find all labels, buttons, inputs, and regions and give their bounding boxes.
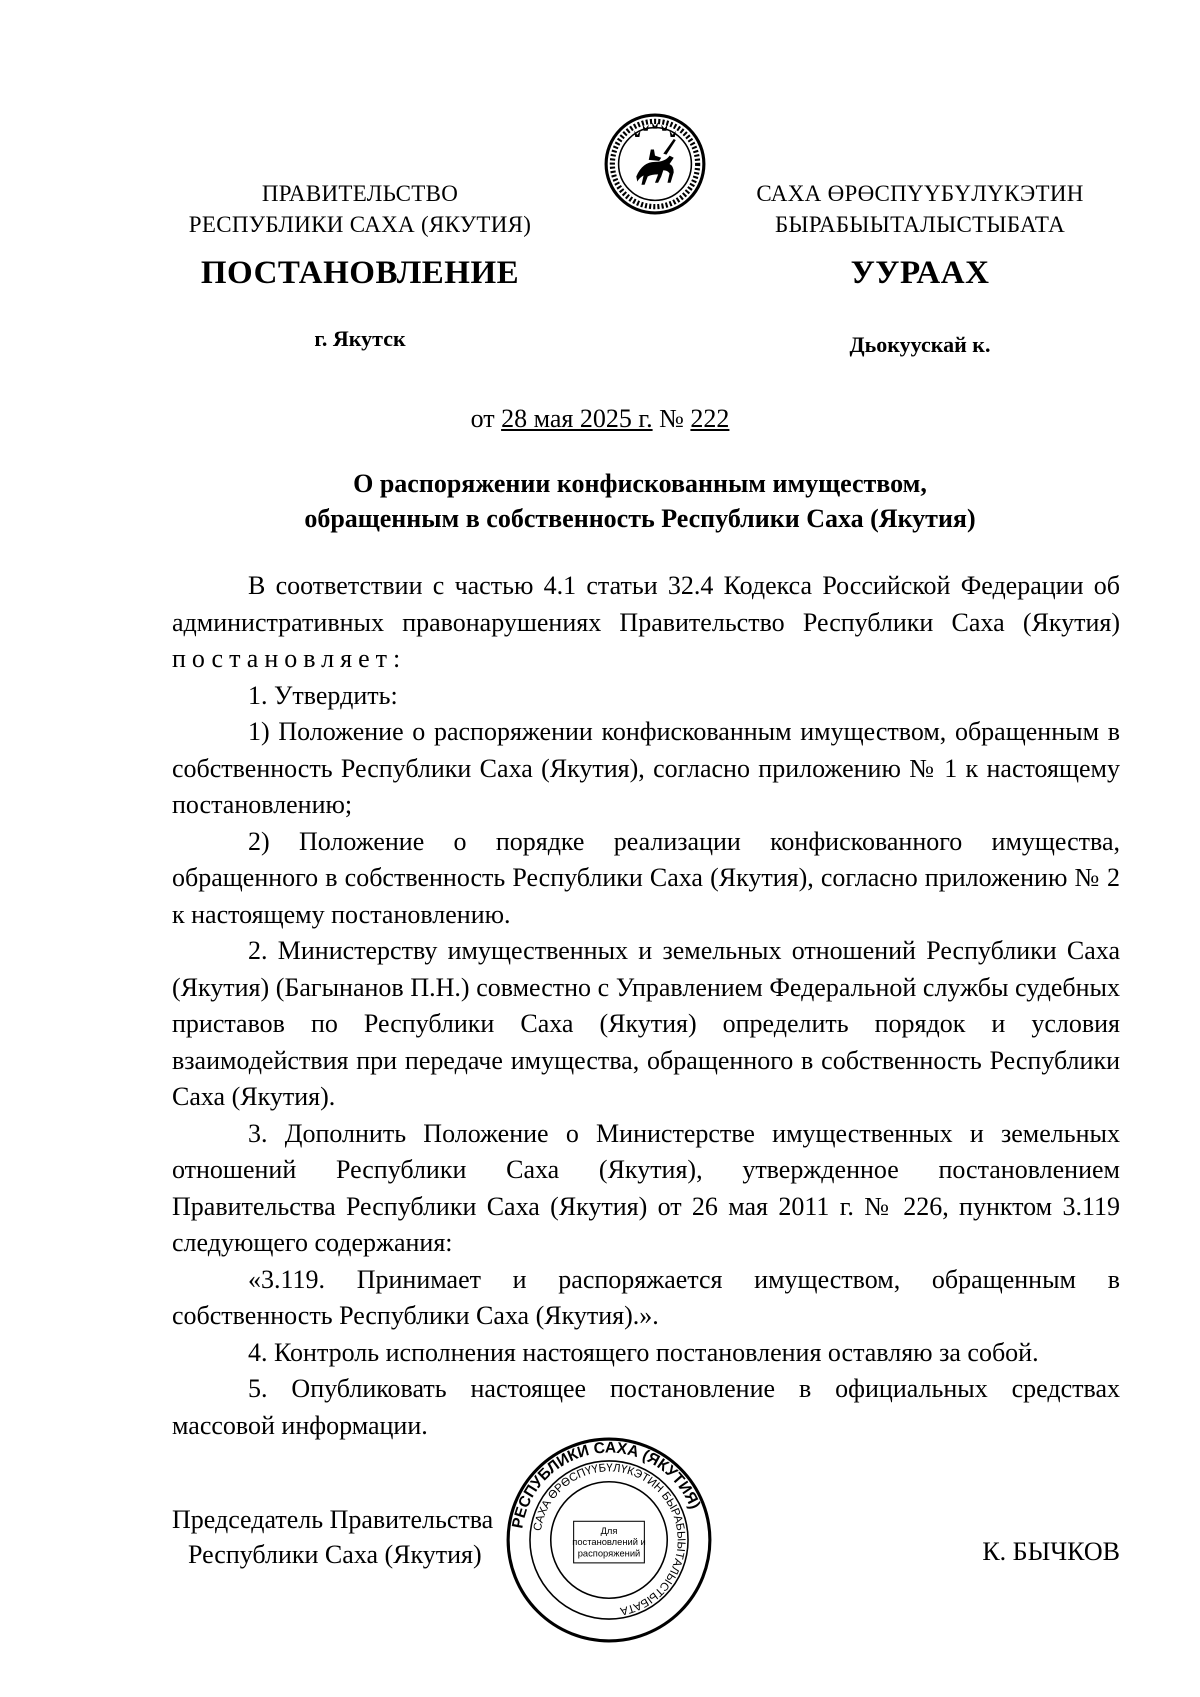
header-left-line2: РЕСПУБЛИКИ САХА (ЯКУТИЯ) — [188, 212, 532, 237]
paragraph-1-2: 2) Положение о порядке реализации конфискованного имущества, обращенного в собственность Республики Саха (Якутия), согласно приложению № 2 к настоящему постановлению. — [172, 826, 1120, 929]
signatory-position-line1: Председатель Правительства — [172, 1505, 494, 1534]
city-russian: г. Якутск — [314, 326, 406, 351]
stamp-outer-text: РЕСПУБЛИКИ САХА (ЯКУТИЯ) — [509, 1439, 704, 1530]
date-prefix: от — [470, 404, 495, 433]
document-date: 28 мая 2025 г. — [501, 404, 653, 433]
signatory-position-line2: Республики Саха (Якутия) — [188, 1540, 482, 1569]
signatory-name: К. БЫЧКОВ — [982, 1537, 1120, 1566]
paragraph-4: 4. Контроль исполнения настоящего постановления оставляю за собой. — [248, 1337, 1039, 1367]
stamp-inner-text: САХА ӨРӨСПҮҮБҮЛҮКЭТИН БЫРАБЫЫТАЛЫСТЫБАТА — [531, 1462, 687, 1617]
header-left-line1: ПРАВИТЕЛЬСТВО — [261, 181, 459, 206]
stamp-center-line2: постановлений и — [572, 1537, 646, 1548]
document-type-russian: ПОСТАНОВЛЕНИЕ — [200, 255, 520, 291]
document-body — [172, 568, 1120, 1444]
document-title-line1: О распоряжении конфискованным имуществом, — [353, 469, 927, 498]
city-yakut: Дьокуускай к. — [849, 332, 991, 357]
paragraph-3: 3. Дополнить Положение о Министерстве имущественных и земельных отношений Республики Саха (Якутия), утвержденное постановлением Правительства Республики Саха (Якутия) от 26 мая 2011 г. № 226, пунктом 3.119 следующего содержания: — [172, 1118, 1120, 1257]
document-title-line2: обращенным в собственность Республики Саха (Якутия) — [304, 504, 976, 533]
coat-of-arms-icon — [603, 112, 707, 216]
signatory-position — [172, 1502, 532, 1572]
header-right-line2: БЫРАБЫЫТАЛЫСТЫБАТА — [774, 212, 1066, 237]
paragraph-5: 5. Опубликовать настоящее постановление в официальных средствах массовой информации. — [172, 1374, 1120, 1440]
number-prefix: № — [659, 404, 684, 433]
document-title — [160, 466, 1120, 536]
paragraph-2: 2. Министерству имущественных и земельных отношений Республики Саха (Якутия) (Багынанов П.Н.) совместно с Управлением Федеральной службы судебных приставов по Республики Саха (Якутия) определить порядок и условия взаимодействия при передаче имущества, обращенного в собственность Республики Саха (Якутия). — [172, 936, 1120, 1111]
paragraph-1-1: 1) Положение о распоряжении конфискованным имуществом, обращенным в собственность Республики Саха (Якутия), согласно приложению № 1 к настоящему постановлению; — [172, 717, 1120, 819]
document-number: 222 — [690, 404, 730, 433]
document-type-yakut: УУРААХ — [850, 255, 990, 291]
stamp-center-line3: распоряжений — [577, 1548, 641, 1559]
preamble-verb: постановляет: — [172, 644, 407, 673]
header-left — [160, 178, 560, 240]
official-stamp-icon — [505, 1436, 713, 1644]
paragraph-preamble — [172, 568, 1120, 678]
dateline — [0, 404, 1200, 434]
preamble-text: В соответствии с частью 4.1 статьи 32.4 Кодекса Российской Федерации об административных правонарушениях Правительство Республики Саха (Якутия) — [172, 571, 1120, 637]
paragraph-1: 1. Утвердить: — [248, 680, 398, 710]
paragraph-3-quote: «3.119. Принимает и распоряжается имуществом, обращенным в собственность Республики Саха (Якутия).». — [172, 1264, 1120, 1330]
header-right — [730, 178, 1110, 240]
stamp-center-line1: Для — [600, 1525, 618, 1536]
header-right-line1: САХА ӨРӨСПҮҮБҮЛҮКЭТИН — [756, 181, 1084, 206]
